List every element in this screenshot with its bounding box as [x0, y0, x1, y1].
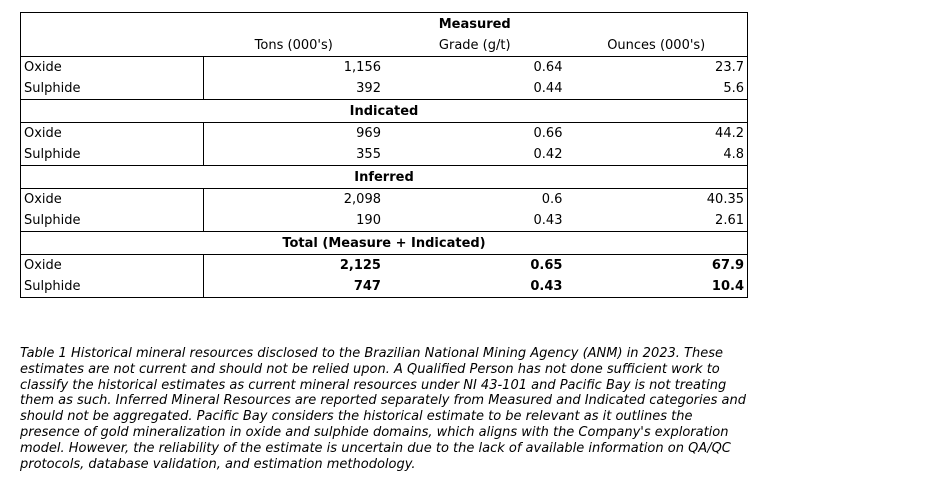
row-label: Sulphide [21, 144, 204, 166]
tons-cell: 392 [204, 78, 384, 100]
column-header-ounces: Ounces (000's) [565, 35, 747, 57]
tons-cell: 355 [204, 144, 384, 166]
ounces-cell: 5.6 [565, 78, 747, 100]
section-title-measured: Measured [384, 13, 565, 36]
grade-cell: 0.43 [384, 276, 565, 298]
column-header-grade: Grade (g/t) [384, 35, 565, 57]
row-label: Sulphide [21, 78, 204, 100]
section-header-row [21, 166, 748, 189]
table-row [21, 276, 748, 298]
grade-cell: 0.42 [384, 144, 565, 166]
section-header-row [21, 100, 748, 123]
row-label: Sulphide [21, 210, 204, 232]
table-row [21, 78, 748, 100]
row-label: Oxide [21, 189, 204, 211]
tons-cell: 969 [356, 126, 381, 141]
grade-cell: 0.65 [530, 258, 563, 273]
tons-cell: 2,098 [343, 192, 381, 207]
column-header-tons: Tons (000's) [204, 35, 384, 57]
ounces-cell: 10.4 [565, 276, 747, 298]
ounces-cell: 67.9 [565, 255, 747, 277]
ounces-cell: 40.35 [565, 189, 747, 211]
section-title-total: Total (Measure + Indicated) [21, 232, 748, 255]
row-label: Oxide [21, 255, 204, 277]
tons-cell: 1,156 [343, 60, 381, 75]
row-label: Oxide [21, 123, 204, 145]
table-row [21, 210, 748, 232]
ounces-cell: 44.2 [565, 123, 747, 145]
table-row [21, 189, 748, 211]
table-row [21, 57, 748, 79]
mineral-resources-table [20, 12, 748, 298]
grade-cell: 0.43 [384, 210, 565, 232]
tons-cell: 2,125 [339, 258, 381, 273]
table-row [21, 255, 748, 277]
column-header-row [21, 35, 748, 57]
grade-cell: 0.6 [541, 192, 563, 207]
grade-cell: 0.44 [384, 78, 565, 100]
section-header-row [21, 232, 748, 255]
ounces-cell: 23.7 [565, 57, 747, 79]
grade-cell: 0.64 [533, 60, 563, 75]
ounces-cell: 4.8 [565, 144, 747, 166]
table-caption: Table 1 Historical mineral resources disclosed to the Brazilian National Mining Agency (ANM) in 2023. These estimates are not current and should not be relied upon. A Qualified Person has not done sufficient work to classify the historical estimates as current mineral resources under NI 43-101 and Pacific Bay is not treating them as such. Inferred Mineral Resources are reported separately from Measured and Indicated categories and should not be aggregated. Pacific Bay considers the historical estimate to be relevant as it outlines the presence of gold mineralization in oxide and sulphide domains, which aligns with the Company's exploration model. However, the reliability of the estimate is uncertain due to the lack of available information on QA/QC protocols, database validation, and estimation methodology. [20, 346, 746, 472]
section-title-inferred: Inferred [21, 166, 748, 189]
ounces-cell: 2.61 [565, 210, 747, 232]
grade-cell: 0.66 [533, 126, 563, 141]
section-title-indicated: Indicated [21, 100, 748, 123]
tons-cell: 747 [204, 276, 384, 298]
tons-cell: 190 [204, 210, 384, 232]
table-row [21, 144, 748, 166]
row-label: Sulphide [21, 276, 204, 298]
section-header-row [21, 13, 748, 36]
row-label: Oxide [21, 57, 204, 79]
table-row [21, 123, 748, 145]
